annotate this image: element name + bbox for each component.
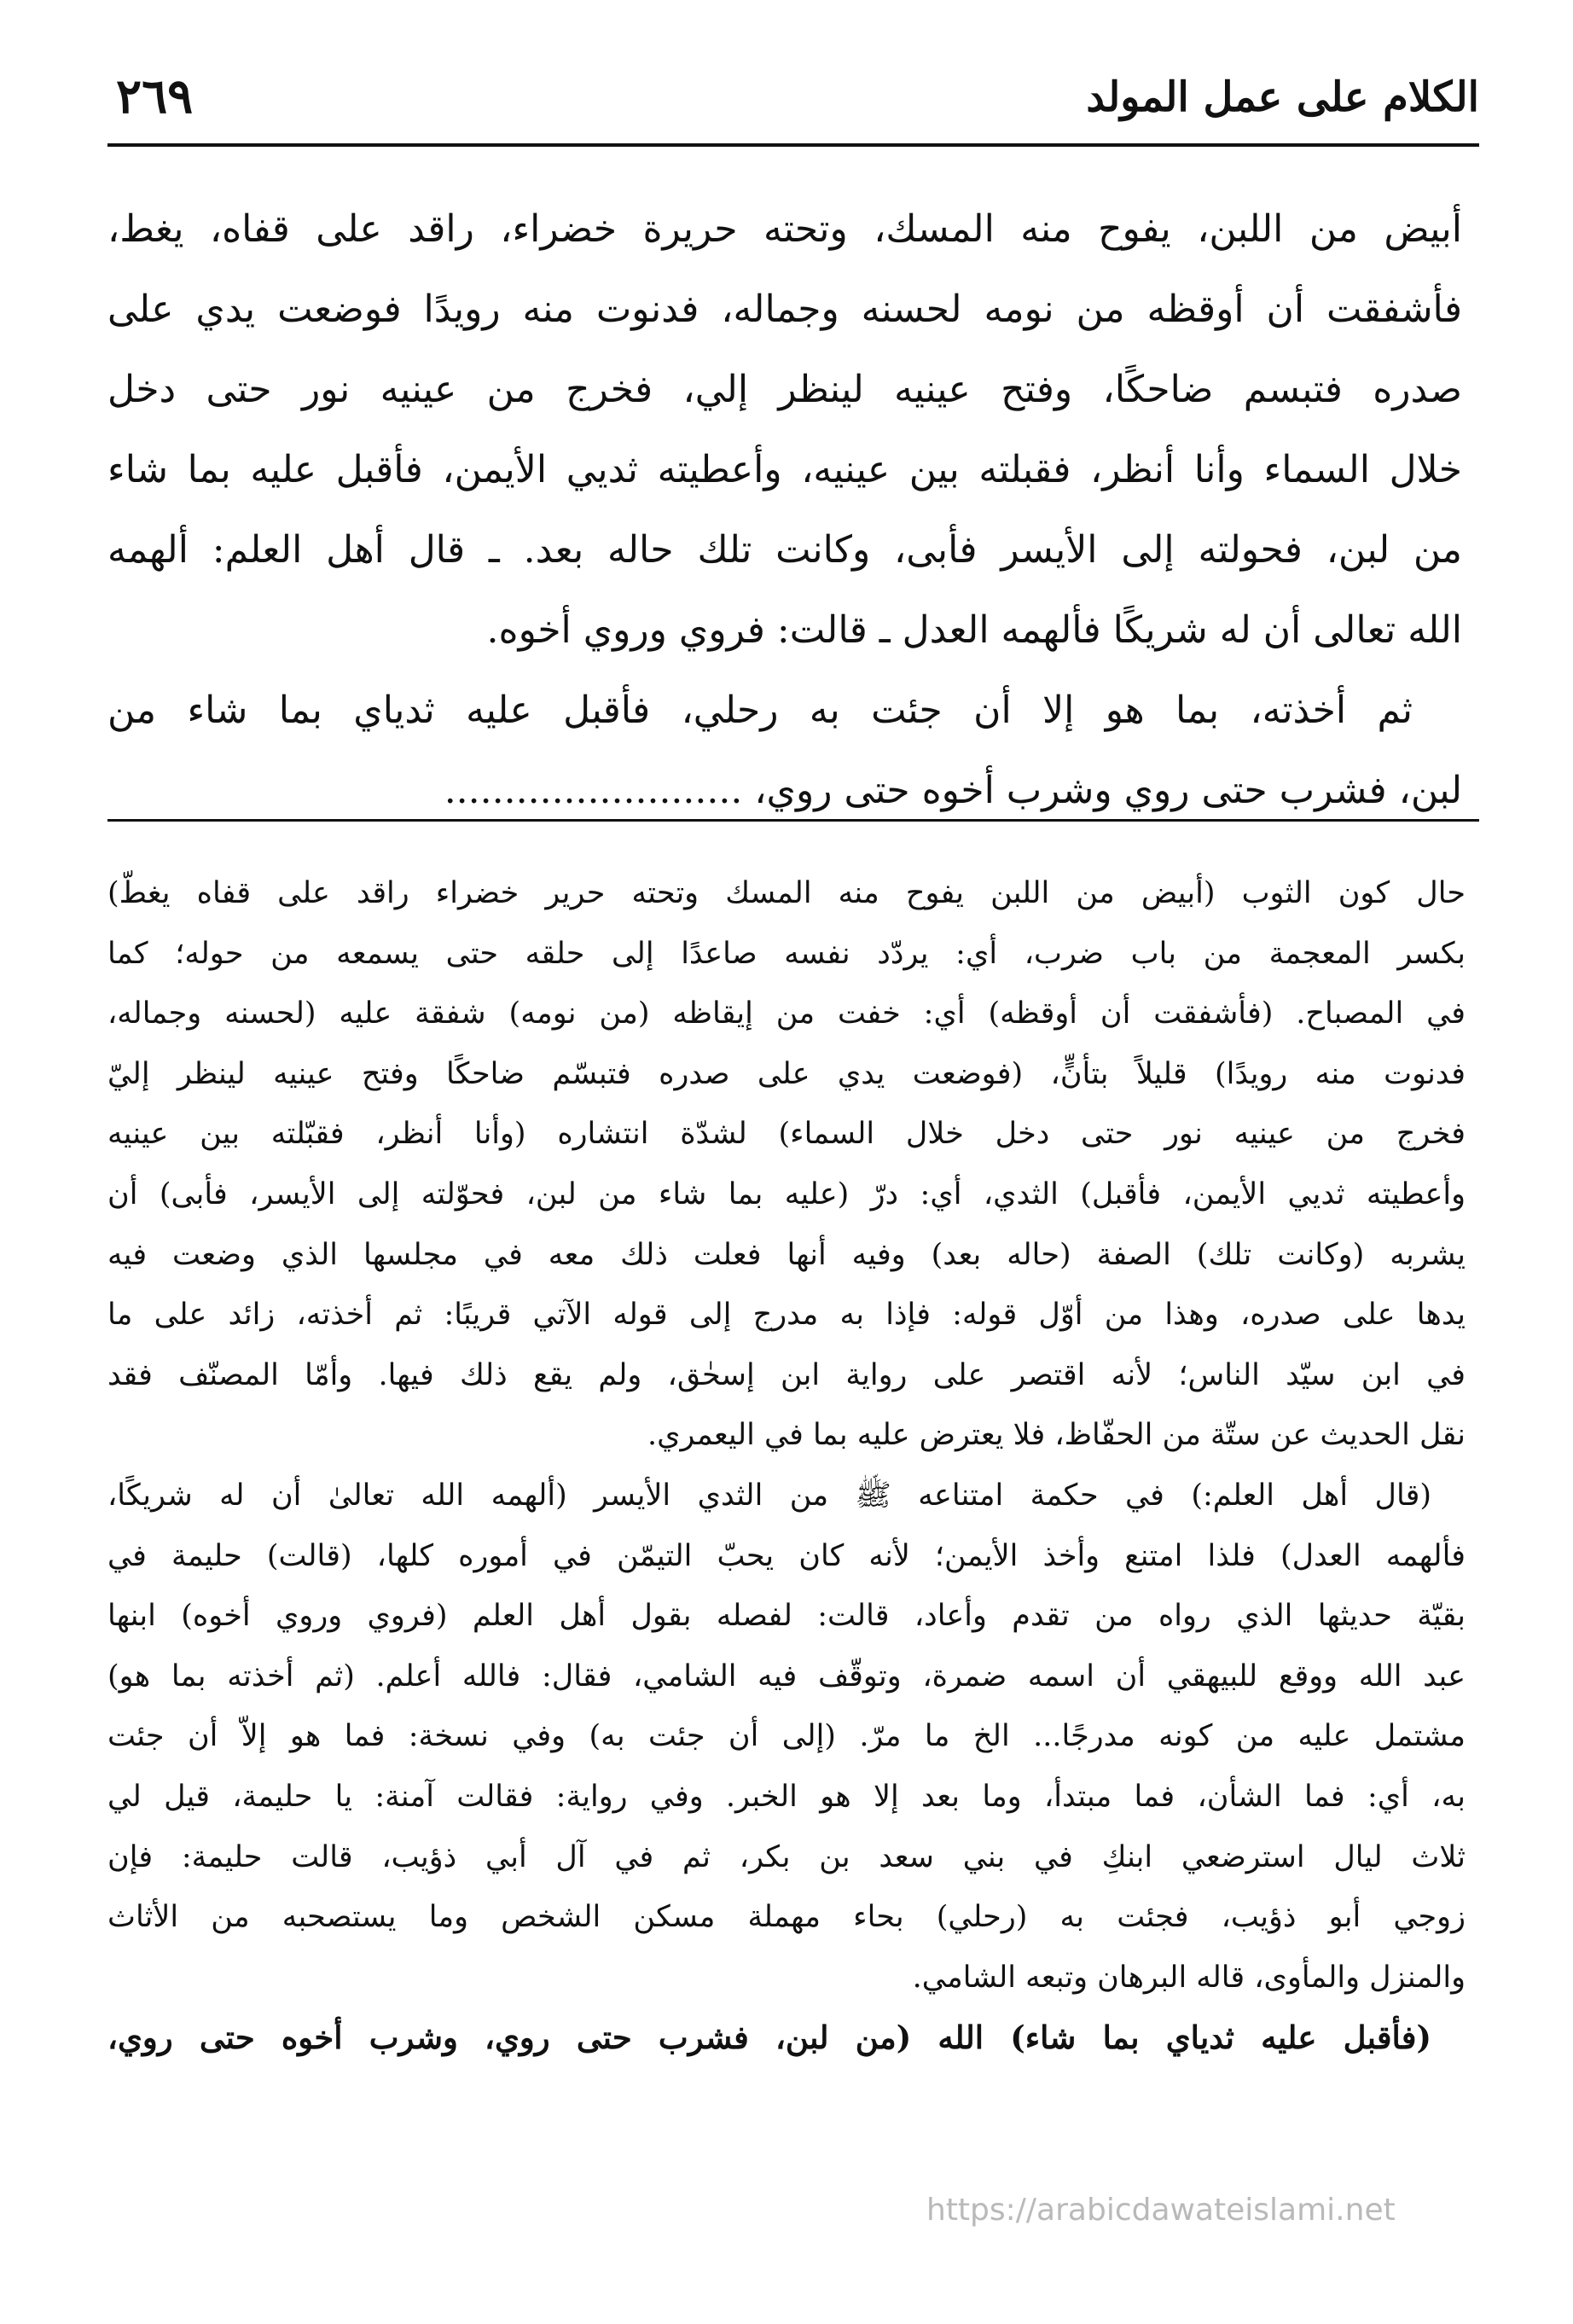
- main-text: [107, 189, 1462, 831]
- main-line: لبن، فشرب حتى روي وشرب أخوه حتى روي، .........................: [444, 769, 1462, 812]
- commentary-line: ثلاث ليال استرضعي ابنكِ في بني سعد بن بكر، ثم في آل أبي ذؤيب، قالت حليمة: فإن: [107, 1839, 1466, 1874]
- commentary-line: (قال أهل العلم:) في حكمة امتناعه ﷺ من الثدي الأيسر (ألهمه الله تعالىٰ أن له شريكًا،: [107, 1478, 1431, 1513]
- page-header: [107, 67, 1479, 135]
- watermark-url: https://arabicdawateislami.net: [926, 2193, 1396, 2228]
- commentary-line: نقل الحديث عن ستّة من الحفّاظ، فلا يعترض عليه بما في اليعمري.: [647, 1418, 1466, 1453]
- page-number: ٢٦٩: [116, 68, 194, 125]
- commentary-line: (فأقبل عليه ثدياي بما شاء) الله (من لبن، فشرب حتى روي، وشرب أخوه حتى روي،: [107, 2019, 1431, 2057]
- header-rule: [107, 143, 1479, 147]
- main-line: فأشفقت أن أوقظه من نومه لحسنه وجماله، فدنوت منه رويدًا فوضعت يدي على: [107, 288, 1462, 331]
- main-line: الله تعالى أن له شريكًا فألهمه العدل ـ قالت: فروي وروي أخوه.: [486, 608, 1462, 652]
- commentary-line: في المصباح. (فأشفقت أن أوقظه) أي: خفت من إيقاظه (من نومه) شفقة عليه (لحسنه وجماله،: [107, 996, 1466, 1031]
- commentary-line: فألهمه العدل) فلذا امتنع وأخذ الأيمن؛ لأنه كان يحبّ التيمّن في أموره كلها، (قالت) حليمة في: [107, 1538, 1466, 1573]
- commentary-line: عبد الله ووقع للبيهقي أن اسمه ضمرة، وتوقّف فيه الشامي، فقال: فالله أعلم. (ثم أخذته بما هو): [107, 1659, 1466, 1694]
- commentary-line: حال كون الثوب (أبيض من اللبن يفوح منه المسك وتحته حرير خضراء راقد على قفاه يغطّ): [107, 876, 1466, 910]
- commentary-line: بكسر المعجمة من باب ضرب، أي: يردّد نفسه صاعدًا إلى حلقه حتى يسمعه من حوله؛ كما: [107, 936, 1466, 971]
- main-line: من لبن، فحولته إلى الأيسر فأبى، وكانت تلك حاله بعد. ـ قال أهل العلم: ألهمه: [107, 528, 1462, 572]
- commentary-line: فدنوت منه رويدًا) قليلاً بتأنٍّ، (فوضعت يدي على صدره فتبسّم ضاحكًا وفتح عينيه لينظر إليّ: [107, 1056, 1466, 1091]
- main-line: ثم أخذته، بما هو إلا أن جئت به رحلي، فأقبل عليه ثدياي بما شاء من: [107, 688, 1413, 732]
- commentary-line: فخرج من عينيه نور حتى دخل خلال السماء) لشدّة انتشاره (وأنا أنظر، فقبّلته بين عينيه: [107, 1117, 1466, 1152]
- commentary-line: به، أي: فما الشأن، فما مبتدأ، وما بعد إلا هو الخبر. وفي رواية: فقالت آمنة: يا حليمة، قيل لي: [107, 1779, 1466, 1814]
- commentary-line: زوجي أبو ذؤيب، فجئت به (رحلي) بحاء مهملة مسكن الشخص وما يستصحبه من الأثاث: [107, 1900, 1466, 1935]
- commentary-line: في ابن سيّد الناس؛ لأنه اقتصر على رواية ابن إسحٰق، ولم يقع ذلك فيها. وأمّا المصنّف فقد: [107, 1357, 1466, 1392]
- commentary: [107, 863, 1466, 2068]
- commentary-line: مشتمل عليه من كونه مدرجًا... الخ ما مرّ. (إلى أن جئت به) وفي نسخة: فما هو إلاّ أن جئت: [107, 1719, 1466, 1754]
- commentary-line: يدها على صدره، وهذا من أوّل قوله: فإذا به مدرج إلى قوله الآتي قريبًا: ثم أخذته، زائد على ما: [107, 1298, 1466, 1333]
- running-title: الكلام على عمل المولد: [1086, 73, 1479, 121]
- main-line: أبيض من اللبن، يفوح منه المسك، وتحته حريرة خضراء، راقد على قفاه، يغط،: [107, 207, 1462, 251]
- footnote-rule: [107, 819, 1479, 822]
- commentary-line: يشربه (وكانت تلك) الصفة (حاله بعد) وفيه أنها فعلت ذلك معه في مجلسها الذي وضعت فيه: [107, 1237, 1466, 1272]
- commentary-line: والمنزل والمأوى، قاله البرهان وتبعه الشامي.: [912, 1960, 1466, 1995]
- main-line: صدره فتبسم ضاحكًا، وفتح عينيه لينظر إلي، فخرج من عينيه نور حتى دخل: [107, 368, 1462, 411]
- commentary-line: بقيّة حديثها الذي رواه من تقدم وأعاد، قالت: لفصله بقول أهل العلم (فروي وروي أخوه) ابنها: [107, 1599, 1466, 1634]
- commentary-line: وأعطيته ثديي الأيمن، فأقبل) الثدي، أي: درّ (عليه بما شاء من لبن، فحوّلته إلى الأيسر، فأبى) أن: [107, 1177, 1466, 1211]
- main-line: خلال السماء وأنا أنظر، فقبلته بين عينيه، وأعطيته ثديي الأيمن، فأقبل عليه بما شاء: [107, 448, 1462, 491]
